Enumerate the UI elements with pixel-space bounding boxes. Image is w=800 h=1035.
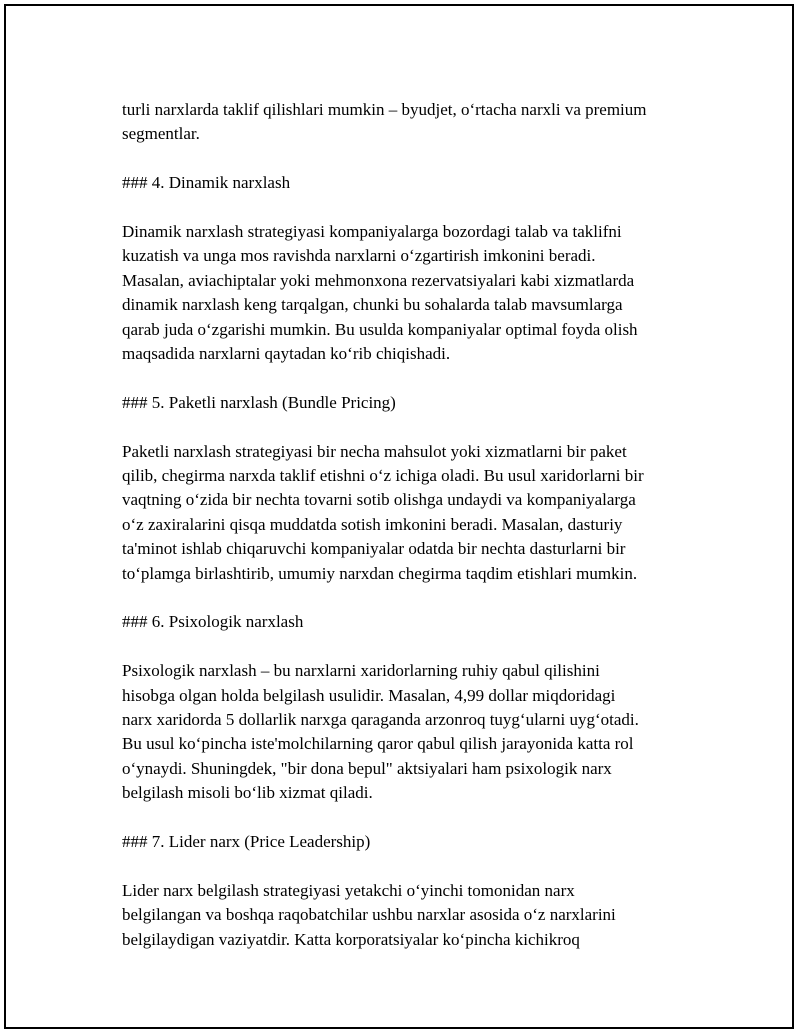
text-line: maqsadida narxlarni qaytadan ko‘rib chiqishadi. (122, 344, 451, 364)
text-line: qilib, chegirma narxda taklif etishni o‘z ichiga oladi. Bu usul xaridorlarni bir (122, 466, 644, 486)
section-heading (122, 391, 702, 415)
text-line: ### 6. Psixologik narxlash (122, 612, 304, 632)
text-line: belgilangan va boshqa raqobatchilar ushbu narxlar asosida o‘z narxlarini (122, 905, 616, 925)
text-line: to‘plamga birlashtirib, umumiy narxdan chegirma taqdim etishlari mumkin. (122, 563, 638, 583)
paragraph (122, 220, 702, 366)
section-heading (122, 610, 702, 634)
text-line: Masalan, aviachiptalar yoki mehmonxona rezervatsiyalari kabi xizmatlarda (122, 270, 635, 290)
text-line: hisobga olgan holda belgilash usulidir. Masalan, 4,99 dollar miqdoridagi (122, 685, 616, 705)
text-line: Lider narx belgilash strategiyasi yetakchi o‘yinchi tomonidan narx (122, 880, 575, 900)
text-line: narx xaridorda 5 dollarlik narxga qaraganda arzonroq tuyg‘ularni uyg‘otadi. (122, 710, 639, 730)
text-line: o‘z zaxiralarini qisqa muddatda sotish imkonini beradi. Masalan, dasturiy (122, 514, 623, 534)
text-line: qarab juda o‘zgarishi mumkin. Bu usulda kompaniyalar optimal foyda olish (122, 319, 638, 339)
paragraph (122, 98, 702, 147)
text-line: kuzatish va unga mos ravishda narxlarni o‘zgartirish imkonini beradi. (122, 246, 596, 266)
document-body (122, 98, 702, 976)
text-line: Psixologik narxlash – bu narxlarni xaridorlarning ruhiy qabul qilishini (122, 661, 600, 681)
text-line: Paketli narxlash strategiyasi bir necha mahsulot yoki xizmatlarni bir paket (122, 441, 627, 461)
paragraph (122, 440, 702, 586)
text-line: belgilaydigan vaziyatdir. Katta korporatsiyalar ko‘pincha kichikroq (122, 929, 580, 949)
text-line: belgilash misoli bo‘lib xizmat qiladi. (122, 783, 373, 803)
text-line: Bu usul ko‘pincha iste'molchilarning qaror qabul qilish jarayonida katta rol (122, 734, 634, 754)
text-line: ta'minot ishlab chiqaruvchi kompaniyalar odatda bir nechta dasturlarni bir (122, 539, 626, 559)
text-line: vaqtning o‘zida bir nechta tovarni sotib olishga undaydi va kompaniyalarga (122, 490, 636, 510)
page-frame (4, 4, 794, 1029)
paragraph (122, 659, 702, 805)
section-heading (122, 171, 702, 195)
text-line: turli narxlarda taklif qilishlari mumkin – byudjet, o‘rtacha narxli va premium (122, 100, 647, 119)
text-line: ### 4. Dinamik narxlash (122, 173, 291, 193)
text-line: Dinamik narxlash strategiyasi kompaniyalarga bozordagi talab va taklifni (122, 222, 622, 241)
paragraph (122, 879, 702, 952)
section-heading (122, 830, 702, 854)
text-line: dinamik narxlash keng tarqalgan, chunki bu sohalarda talab mavsumlarga (122, 295, 623, 315)
text-line: o‘ynaydi. Shuningdek, "bir dona bepul" aktsiyalari ham psixologik narx (122, 758, 612, 778)
text-line: ### 5. Paketli narxlash (Bundle Pricing) (122, 392, 396, 412)
text-line: segmentlar. (122, 124, 200, 144)
text-line: ### 7. Lider narx (Price Leadership) (122, 832, 371, 852)
